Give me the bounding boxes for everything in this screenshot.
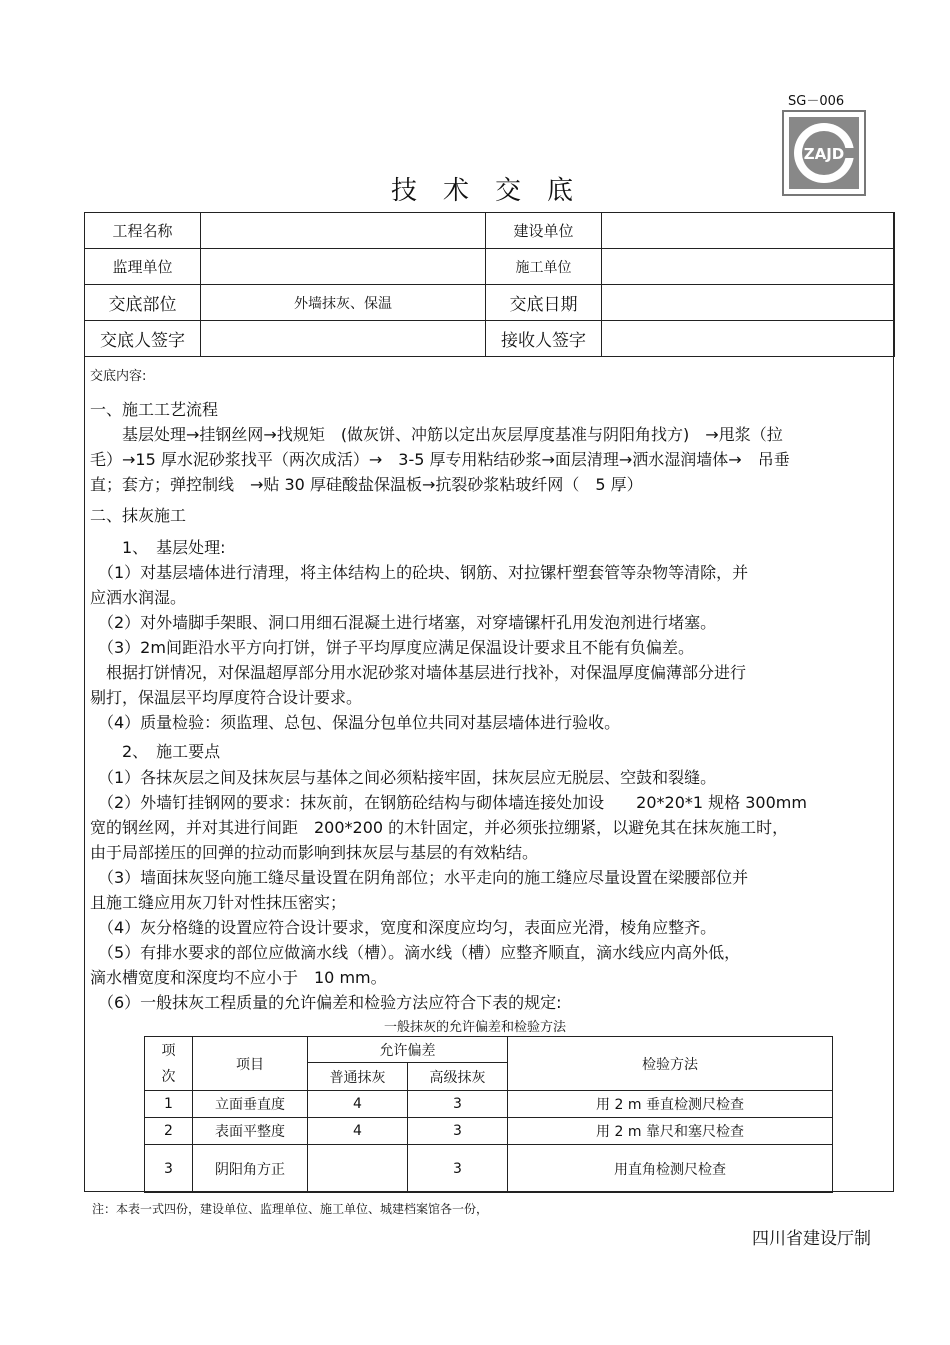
cell-normal [308, 1145, 408, 1193]
cell-item: 立面垂直度 [193, 1091, 308, 1118]
content-line: 滴水槽宽度和深度均不应小于 10 mm。 [90, 968, 387, 987]
document-title: 技术交底 [390, 176, 599, 206]
content-line: 直；套方；弹控制线 →贴 30 厚硅酸盐保温板→抗裂砂浆粘玻纤网（ 5 厚） [90, 475, 643, 494]
date-label: 交底日期 [486, 285, 602, 321]
cell-advanced: 3 [408, 1118, 508, 1145]
issuer: 四川省建设厅制 [752, 1229, 871, 1249]
content-line: （2）外墙钉挂钢网的要求：抹灰前，在钢筋砼结构与砌体墙连接处加设 20*20*1 规格 300mm [90, 793, 807, 812]
col-header-method: 检验方法 [508, 1037, 833, 1091]
cell-no: 2 [145, 1118, 193, 1145]
content-line: （4）灰分格缝的设置应符合设计要求，宽度和深度应均匀，表面应光滑，棱角应整齐。 [90, 918, 717, 937]
content-line: （3）2m间距沿水平方向打饼，饼子平均厚度应满足保温设计要求且不能有负偏差。 [90, 638, 694, 657]
content-line: 根据打饼情况，对保温超厚部分用水泥砂浆对墙体基层进行找补，对保温厚度偏薄部分进行 [90, 663, 747, 682]
tolerance-table [144, 1036, 833, 1193]
content-line: 且施工缝应用灰刀针对性抹压密实； [90, 893, 347, 912]
content-line: （3）墙面抹灰竖向施工缝尽量设置在阴角部位；水平走向的施工缝应尽量设置在梁腰部位并 [90, 868, 749, 887]
project-name-field[interactable] [201, 213, 486, 249]
content-line: （6）一般抹灰工程质量的允许偏差和检验方法应符合下表的规定: [90, 993, 562, 1012]
table-row [145, 1091, 833, 1118]
date-field[interactable] [602, 285, 895, 321]
content-line: 宽的钢丝网，并对其进行间距 200*200 的木针固定，并必须张拉绷紧，以避免其在抹灰施工时， [90, 818, 789, 837]
giver-signature-field[interactable] [201, 321, 486, 357]
table-caption: 一般抹灰的允许偏差和检验方法 [383, 1020, 566, 1035]
table-row [145, 1118, 833, 1145]
builder-field[interactable] [602, 213, 895, 249]
contractor-field[interactable] [602, 249, 895, 285]
part-field[interactable]: 外墙抹灰、保温 [201, 285, 486, 321]
cell-item: 阴阳角方正 [193, 1145, 308, 1193]
col-header-tolerance: 允许偏差 [308, 1037, 508, 1063]
cell-advanced: 3 [408, 1145, 508, 1193]
cell-method: 用直角检测尺检查 [508, 1145, 833, 1193]
part-label: 交底部位 [85, 285, 201, 321]
content-line: 一、施工工艺流程 [90, 400, 219, 419]
cell-method: 用 2 m 垂直检测尺检查 [508, 1091, 833, 1118]
footnote: 注：本表一式四份，建设单位、监理单位、施工单位、城建档案馆各一份， [92, 1202, 489, 1216]
cell-no: 1 [145, 1091, 193, 1118]
content-label: 交底内容: [90, 369, 147, 384]
project-name-label: 工程名称 [85, 213, 201, 249]
cell-item: 表面平整度 [193, 1118, 308, 1145]
content-line: 剔打，保温层平均厚度符合设计要求。 [90, 688, 363, 707]
content-line: （1）对基层墙体进行清理，将主体结构上的砼块、钢筋、对拉镙杆塑套管等杂物等清除，并 [90, 563, 749, 582]
cell-normal: 4 [308, 1091, 408, 1118]
form-code: SG－006 [788, 94, 845, 109]
content-line: 毛）→15 厚水泥砂浆找平（两次成活）→ 3-5 厚专用粘结砂浆→面层清理→洒水湿润墙体→ 吊垂 [90, 450, 790, 469]
receiver-signature-field[interactable] [602, 321, 895, 357]
table-row [145, 1145, 833, 1193]
content-line: 应洒水润湿。 [90, 588, 187, 607]
content-line: （4）质量检验：须监理、总包、保温分包单位共同对基层墙体进行验收。 [90, 713, 621, 732]
content-line: （5）有排水要求的部位应做滴水线（槽）。滴水线（槽）应整齐顺直，滴水线应内高外低， [90, 943, 741, 962]
logo-text: ZAJD [803, 145, 845, 163]
content-line: 由于局部搓压的回弹的拉动而影响到抹灰层与基层的有效粘结。 [90, 843, 539, 862]
giver-signature-label: 交底人签字 [85, 321, 201, 357]
supervisor-label: 监理单位 [85, 249, 201, 285]
col-header-no: 项次 [145, 1037, 193, 1091]
cell-no: 3 [145, 1145, 193, 1193]
col-header-item: 项目 [193, 1037, 308, 1091]
cell-method: 用 2 m 靠尺和塞尺检查 [508, 1118, 833, 1145]
content-line: 2、 施工要点 [90, 742, 221, 761]
col-header-advanced: 高级抹灰 [408, 1063, 508, 1091]
cell-normal: 4 [308, 1118, 408, 1145]
cell-advanced: 3 [408, 1091, 508, 1118]
content-line: 二、抹灰施工 [90, 506, 187, 525]
content-line: 基层处理→挂钢丝网→找规矩 (做灰饼、冲筋以定出灰层厚度基准与阴阳角找方) →甩浆（拉 [90, 425, 783, 444]
col-header-normal: 普通抹灰 [308, 1063, 408, 1091]
content-line: （1）各抹灰层之间及抹灰层与基体之间必须粘接牢固，抹灰层应无脱层、空鼓和裂缝。 [90, 768, 717, 787]
builder-label: 建设单位 [486, 213, 602, 249]
content-line: （2）对外墙脚手架眼、洞口用细石混凝土进行堵塞，对穿墙镙杆孔用发泡剂进行堵塞。 [90, 613, 717, 632]
supervisor-field[interactable] [201, 249, 486, 285]
receiver-signature-label: 接收人签字 [486, 321, 602, 357]
content-line: 1、 基层处理: [90, 538, 226, 557]
header-table [84, 212, 895, 357]
contractor-label: 施工单位 [486, 249, 602, 285]
